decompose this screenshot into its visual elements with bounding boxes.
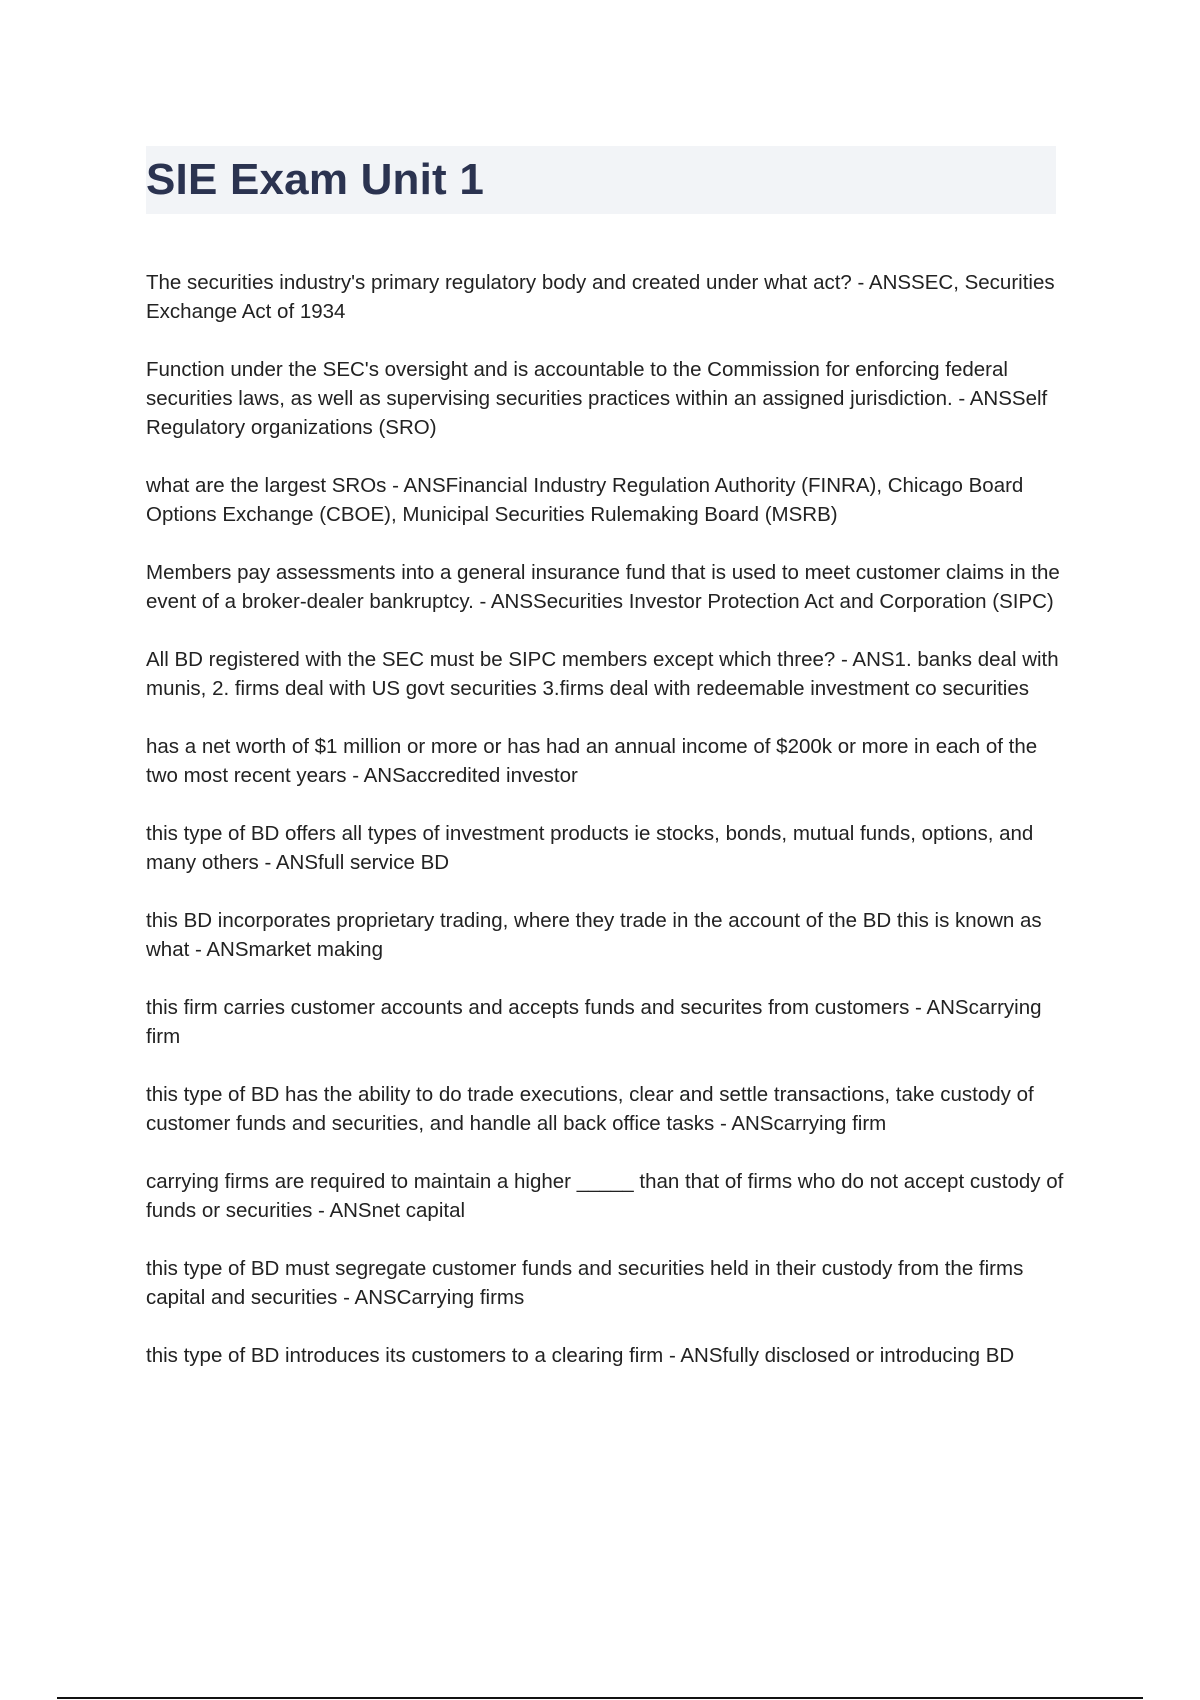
qa-item: carrying firms are required to maintain a higher _____ than that of firms who do not accept custody of funds or securities - ANSnet capital bbox=[146, 1170, 1064, 1222]
qa-item: The securities industry's primary regulatory body and created under what act? - ANSSEC, Securities Exchange Act of 1934 bbox=[146, 271, 1055, 323]
qa-item: this firm carries customer accounts and accepts funds and securites from customers - ANScarrying firm bbox=[146, 996, 1042, 1048]
page-bottom-divider bbox=[57, 1697, 1143, 1699]
qa-item: this type of BD offers all types of investment products ie stocks, bonds, mutual funds, options, and many others - ANSfull service BD bbox=[146, 822, 1034, 874]
qa-item: this type of BD introduces its customers to a clearing firm - ANSfully disclosed or introducing BD bbox=[146, 1344, 1015, 1367]
title-banner bbox=[146, 146, 1056, 214]
qa-item: All BD registered with the SEC must be SIPC members except which three? - ANS1. banks deal with munis, 2. firms deal with US govt securities 3.firms deal with redeemable investment co securities bbox=[146, 648, 1059, 700]
qa-item: this BD incorporates proprietary trading, where they trade in the account of the BD this is known as what - ANSmarket making bbox=[146, 909, 1042, 961]
qa-item: Members pay assessments into a general insurance fund that is used to meet customer claims in the event of a broker-dealer bankruptcy. - ANSSecurities Investor Protection Act and Corporation (SIPC) bbox=[146, 561, 1060, 613]
qa-item: this type of BD has the ability to do trade executions, clear and settle transactions, take custody of customer funds and securities, and handle all back office tasks - ANScarrying firm bbox=[146, 1083, 1034, 1135]
qa-item: has a net worth of $1 million or more or has had an annual income of $200k or more in each of the two most recent years - ANSaccredited investor bbox=[146, 735, 1038, 787]
qa-list bbox=[146, 268, 1066, 1399]
qa-item: Function under the SEC's oversight and is accountable to the Commission for enforcing federal securities laws, as well as supervising securities practices within an assigned jurisdiction. - ANSSelf Regulatory organizations (SRO) bbox=[146, 358, 1048, 439]
qa-item: this type of BD must segregate customer funds and securities held in their custody from the firms capital and securities - ANSCarrying firms bbox=[146, 1257, 1024, 1309]
qa-item: what are the largest SROs - ANSFinancial Industry Regulation Authority (FINRA), Chicago Board Options Exchange (CBOE), Municipal Securities Rulemaking Board (MSRB) bbox=[146, 474, 1024, 526]
page-title: SIE Exam Unit 1 bbox=[146, 155, 485, 204]
